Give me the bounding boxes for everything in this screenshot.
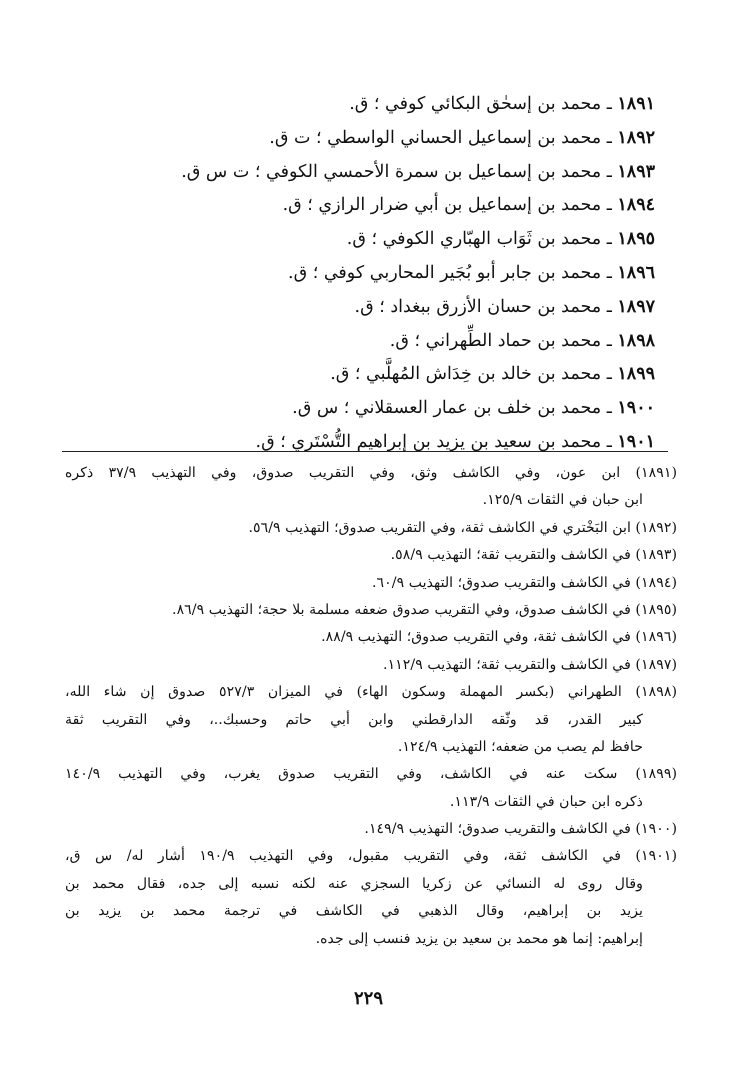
entry-text: محمد بن إسحٰق البكائي كوفي ؛ ق. (349, 94, 602, 114)
footnote (65, 460, 677, 515)
entry-number: ١٨٩٦ (617, 262, 655, 283)
entry-number: ١٨٩٥ (617, 229, 655, 250)
footnote-line: (١٨٩٢) ابن البَخْتري في الكاشف ثقة، وفي التقريب صدوق؛ التهذيب ٥٦/٩. (248, 519, 677, 536)
footnote-line: (١٨٩٩) سكت عنه في الكاشف، وفي التقريب صدوق يغرب، وفي التهذيب ١٤٠/٩ (65, 766, 677, 783)
footnote-line: (١٩٠٠) في الكاشف والتقريب صدوق؛ التهذيب ١٤٩/٩. (364, 821, 677, 838)
entry-text: محمد بن ثَوَاب الهبّاري الكوفي ؛ ق. (346, 229, 602, 250)
entry-number: ١٩٠٠ (617, 398, 655, 419)
footnote-line: (١٨٩٨) الطهراني (بكسر المهملة وسكون الهاء) في الميزان ٥٢٧/٣ صدوق إن شاء الله، (65, 684, 677, 701)
page-number: ٢٢٩ (353, 988, 383, 1009)
footnote-line: ذكره ابن حبان في الثقات ١١٣/٩. (449, 793, 643, 810)
entry: ١٩٠١ ـ محمد بن سعيد بن يزيد بن إبراهيم التُّسْتَري ؛ ق. (255, 431, 655, 452)
footnote-line: إبراهيم: إنما هو محمد بن سعيد بن يزيد فنسب إلى جده. (315, 930, 643, 947)
footnote-line: (١٨٩٧) في الكاشف والتقريب ثقة؛ التهذيب ١١٢/٩. (383, 656, 677, 673)
narrator-entries (55, 88, 655, 460)
footnote-line: (١٨٩٤) في الكاشف والتقريب صدوق؛ التهذيب ٦٠/٩. (372, 574, 677, 591)
entry-text: محمد بن سعيد بن يزيد بن إبراهيم التُّسْتَري ؛ ق. (255, 431, 602, 452)
entry-text: محمد بن خلف بن عمار العسقلاني ؛ س ق. (292, 398, 602, 419)
entry: ١٩٠٠ ـ محمد بن خلف بن عمار العسقلاني ؛ س ق. (292, 398, 655, 419)
footnote (65, 515, 677, 542)
entry: ١٨٩٧ ـ محمد بن حسان الأزرق ببغداد ؛ ق. (354, 296, 655, 317)
footnote (65, 843, 677, 953)
footnote (65, 816, 677, 843)
footnote (65, 679, 677, 761)
footnote-line: (١٨٩٦) في الكاشف ثقة، وفي التقريب صدوق؛ التهذيب ٨٨/٩. (321, 629, 677, 646)
footnote-line: (١٩٠١) في الكاشف ثقة، وفي التقريب مقبول، وفي التهذيب ١٩٠/٩ أشار له/ س ق، (65, 848, 677, 865)
entry-text: محمد بن خالد بن خِدَاش المُهلَّبي ؛ ق. (330, 364, 602, 385)
entry: ١٨٩٨ ـ محمد بن حماد الطِّهراني ؛ ق. (389, 330, 655, 351)
footnote-line: (١٨٩٣) في الكاشف والتقريب ثقة؛ التهذيب ٥٨/٩. (390, 547, 677, 564)
entry-text: محمد بن حماد الطِّهراني ؛ ق. (389, 330, 602, 351)
entry-number: ١٨٩٨ (617, 330, 655, 351)
entry-number: ١٨٩٤ (617, 195, 655, 216)
entry: ١٨٩٢ ـ محمد بن إسماعيل الحساني الواسطي ؛ ت ق. (269, 127, 655, 148)
footnote (65, 570, 677, 597)
entry-number: ١٨٩٣ (617, 161, 655, 182)
footnote-line: كبير القدر، قد وثّقه الدارقطني وابن أبي حاتم وحسبك..، وفي التقريب ثقة (65, 711, 643, 728)
footnote (65, 761, 677, 816)
entry-number: ١٩٠١ (617, 431, 655, 452)
footnote-line: يزيد بن إبراهيم، وقال الذهبي في الكاشف في ترجمة محمد بن يزيد بن (65, 903, 643, 920)
footnotes (65, 460, 677, 953)
entry: ١٨٩٦ ـ محمد بن جابر أبو بُجَير المحاربي كوفي ؛ ق. (288, 262, 655, 283)
entry-text: محمد بن إسماعيل بن سمرة الأحمسي الكوفي ؛ ت س ق. (181, 161, 602, 182)
entry-text: محمد بن إسماعيل بن أبي ضرار الرازي ؛ ق. (282, 195, 602, 216)
entry: ١٨٩٣ ـ محمد بن إسماعيل بن سمرة الأحمسي الكوفي ؛ ت س ق. (181, 161, 655, 182)
entry-number: ١٨٩١ (617, 94, 655, 114)
footnote (65, 652, 677, 679)
footnote-line: ابن حبان في الثقات ١٢٥/٩. (482, 492, 643, 509)
footnote-line: وقال روى له النسائي عن زكريا السجزي عنه لكنه نسبه إلى جده، فقال محمد بن (65, 875, 643, 892)
entry: ١٨٩٥ ـ محمد بن ثَوَاب الهبّاري الكوفي ؛ ق. (346, 229, 655, 250)
footnote (65, 624, 677, 651)
entry-text: محمد بن حسان الأزرق ببغداد ؛ ق. (354, 296, 602, 317)
entry-text: محمد بن إسماعيل الحساني الواسطي ؛ ت ق. (269, 127, 602, 148)
entry: ١٨٩١ ـ محمد بن إسحٰق البكائي كوفي ؛ ق. (349, 94, 655, 114)
footnote (65, 542, 677, 569)
footnote-line: (١٨٩٥) في الكاشف صدوق، وفي التقريب صدوق ضعفه مسلمة بلا حجة؛ التهذيب ٨٦/٩. (172, 601, 677, 618)
entry-text: محمد بن جابر أبو بُجَير المحاربي كوفي ؛ ق. (288, 262, 602, 283)
footnote-divider (62, 451, 668, 452)
entry-number: ١٨٩٩ (617, 364, 655, 385)
footnote-line: (١٨٩١) ابن عون، وفي الكاشف وثق، وفي التقريب صدوق، وفي التهذيب ٣٧/٩ ذكره (65, 465, 677, 481)
footnote (65, 597, 677, 624)
entry: ١٨٩٤ ـ محمد بن إسماعيل بن أبي ضرار الرازي ؛ ق. (282, 195, 655, 216)
entry-number: ١٨٩٢ (617, 127, 655, 148)
footnote-line: حافظ لم يصب من ضعفه؛ التهذيب ١٢٤/٩. (397, 738, 643, 755)
entry-number: ١٨٩٧ (617, 296, 655, 317)
entry: ١٨٩٩ ـ محمد بن خالد بن خِدَاش المُهلَّبي ؛ ق. (330, 364, 655, 385)
